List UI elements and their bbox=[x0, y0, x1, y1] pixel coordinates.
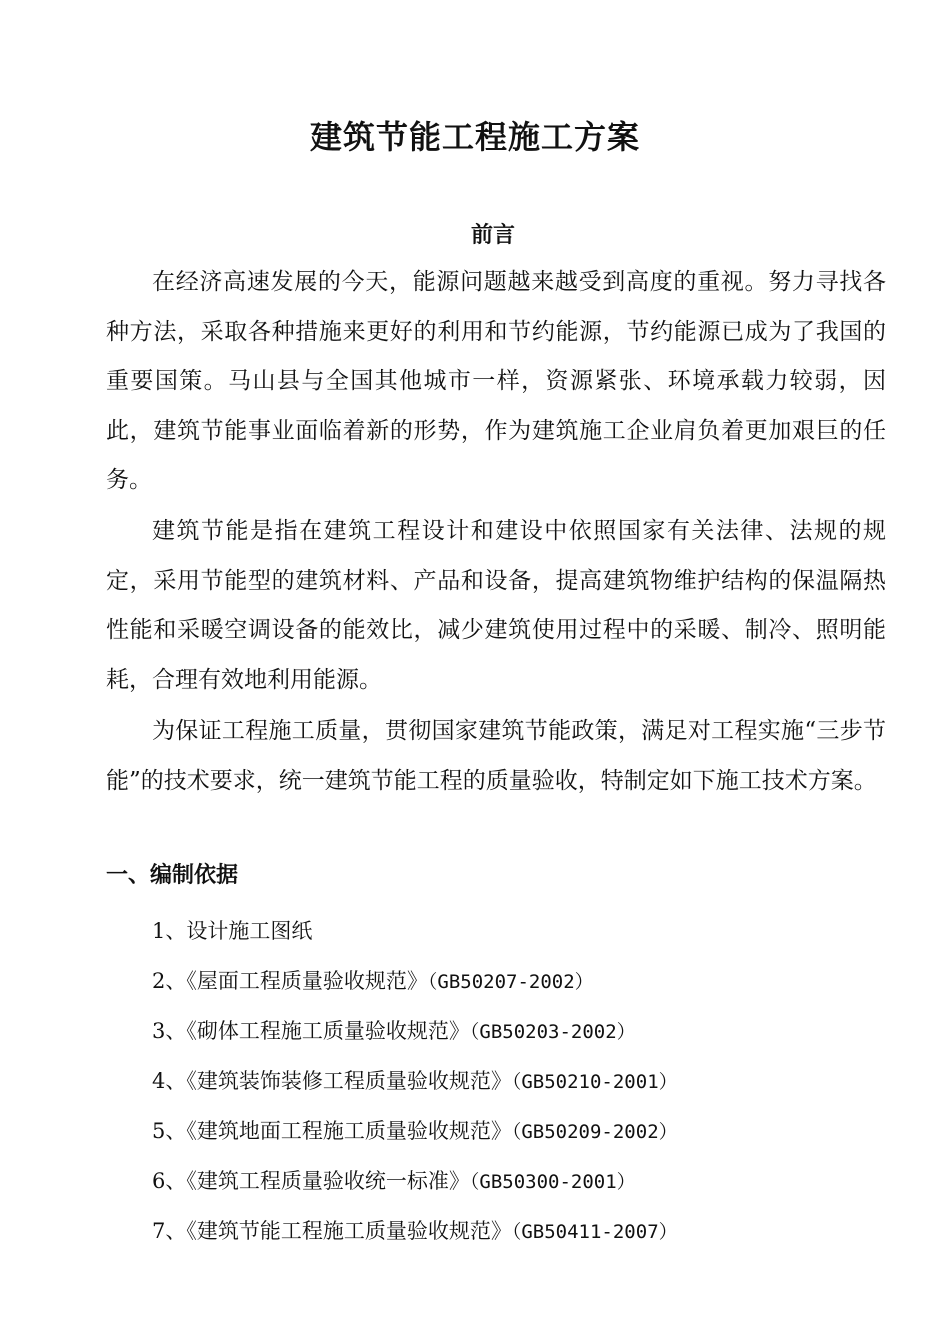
reference-title: 3、《砌体工程施工质量验收规范》 bbox=[152, 1019, 470, 1043]
section-heading-basis: 一、编制依据 bbox=[106, 862, 239, 888]
document-title: 建筑节能工程施工方案 bbox=[309, 118, 640, 156]
reference-code: （GB50210-2001） bbox=[511, 1071, 678, 1093]
reference-item bbox=[152, 1065, 678, 1095]
reference-title: 4、《建筑装饰装修工程质量验收规范》 bbox=[152, 1069, 512, 1093]
reference-title: 5、《建筑地面工程施工质量验收规范》 bbox=[152, 1119, 512, 1143]
reference-item bbox=[152, 1215, 678, 1245]
preface-heading: 前言 bbox=[470, 222, 515, 248]
preface-paragraph-1: 在经济高速发展的今天，能源问题越来越受到高度的重视。努力寻找各种方法，采取各种措施来更好的利用和节约能源，节约能源已成为了我国的重要国策。马山县与全国其他城市一样，资源紧张、环境承载力较弱，因此，建筑节能事业面临着新的形势，作为建筑施工企业肩负着更加艰巨的任务。 bbox=[106, 269, 886, 493]
reference-item bbox=[152, 1165, 636, 1195]
reference-title: 2、《屋面工程质量验收规范》 bbox=[152, 969, 428, 993]
reference-item bbox=[152, 1115, 678, 1145]
reference-code: （GB50203-2002） bbox=[469, 1021, 636, 1043]
reference-item bbox=[152, 915, 312, 945]
reference-title: 7、《建筑节能工程施工质量验收规范》 bbox=[152, 1219, 512, 1243]
reference-code: （GB50209-2002） bbox=[511, 1121, 678, 1143]
reference-code: （GB50300-2001） bbox=[469, 1171, 636, 1193]
reference-code: （GB50411-2007） bbox=[511, 1221, 678, 1243]
preface-paragraph-2: 建筑节能是指在建筑工程设计和建设中依照国家有关法律、法规的规定，采用节能型的建筑材料、产品和设备，提高建筑物维护结构的保温隔热性能和采暖空调设备的能效比，减少建筑使用过程中的采暖、制冷、照明能耗，合理有效地利用能源。 bbox=[106, 518, 886, 693]
reference-title: 6、《建筑工程质量验收统一标准》 bbox=[152, 1169, 470, 1193]
preface-paragraph-3: 为保证工程施工质量，贯彻国家建筑节能政策，满足对工程实施“三步节能”的技术要求，统一建筑节能工程的质量验收，特制定如下施工技术方案。 bbox=[106, 718, 886, 794]
reference-title: 1、设计施工图纸 bbox=[152, 919, 313, 943]
reference-code: （GB50207-2002） bbox=[427, 971, 594, 993]
reference-item bbox=[152, 1015, 636, 1045]
reference-item bbox=[152, 965, 594, 995]
